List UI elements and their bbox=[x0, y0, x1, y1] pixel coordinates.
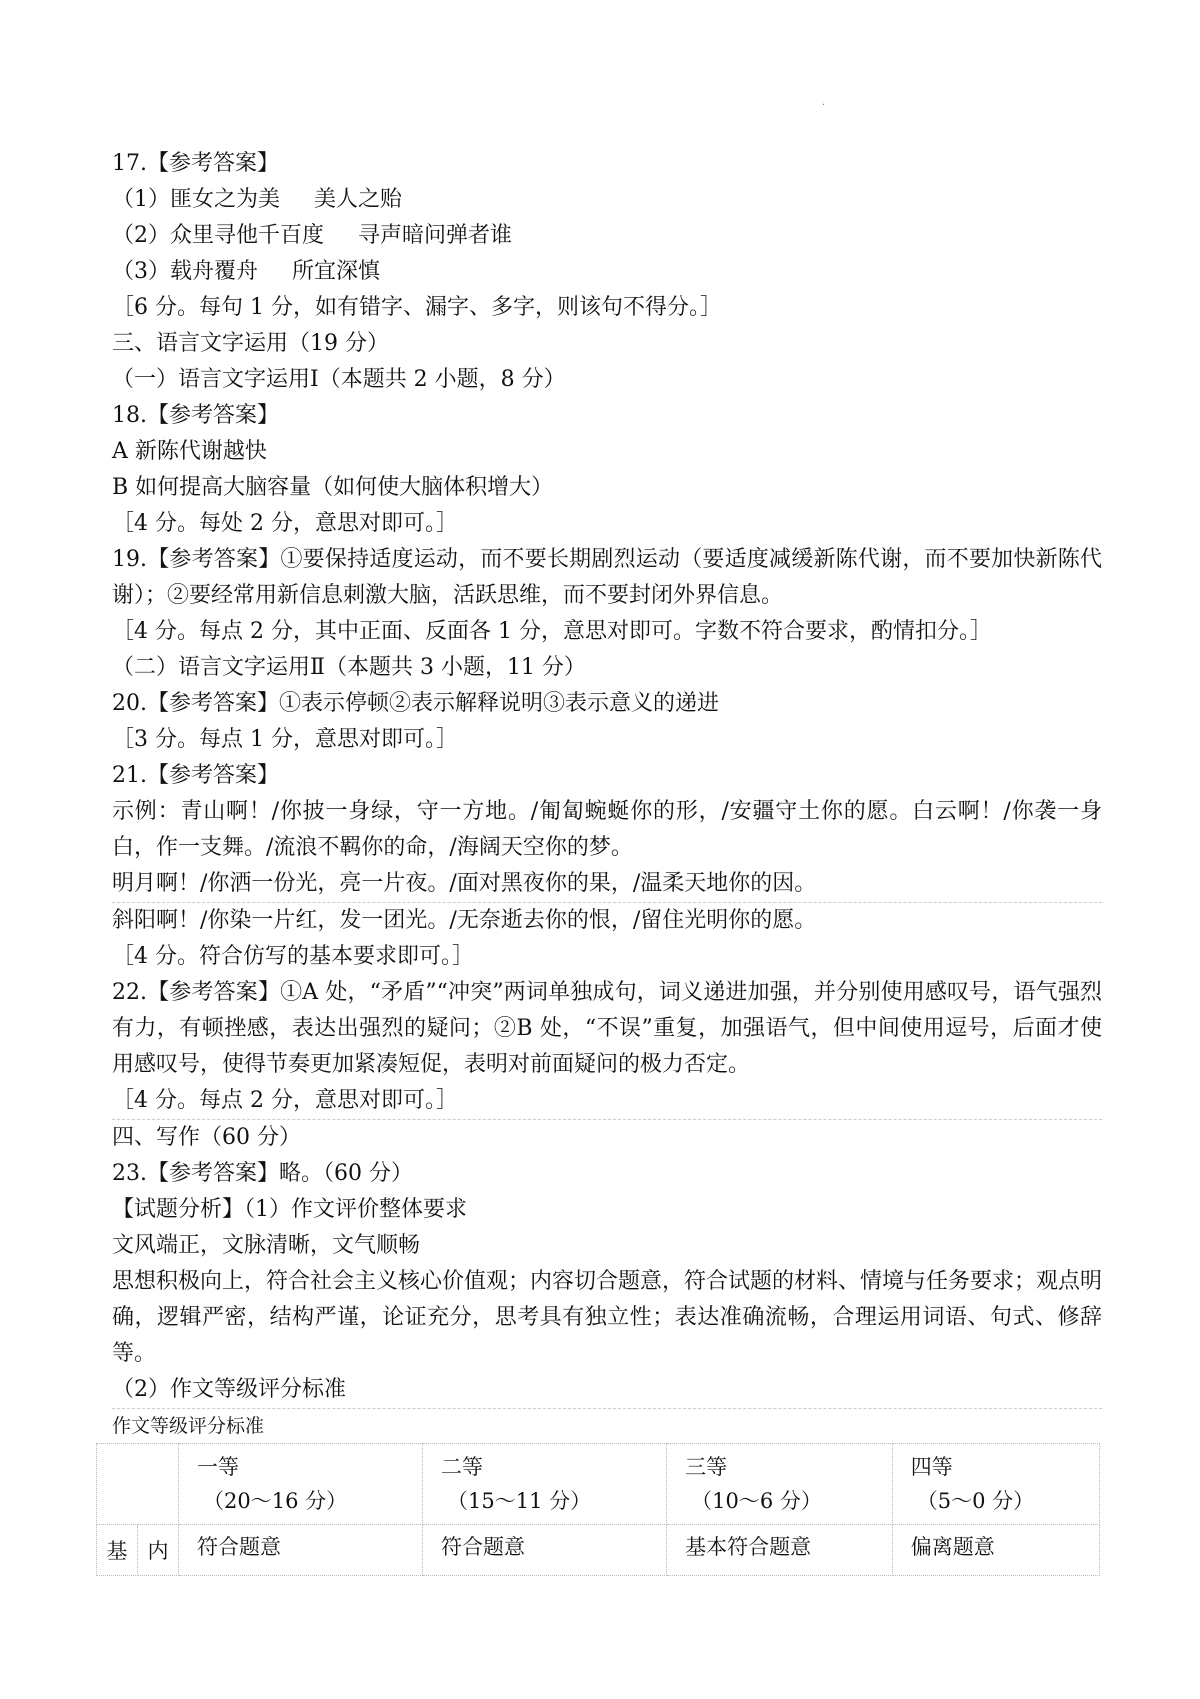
table-header-row bbox=[97, 1444, 1100, 1525]
text-line: B 如何提高大脑容量（如何使大脑体积增大） bbox=[112, 475, 554, 500]
text-line: （一）语言文字运用Ⅰ（本题共 2 小题，8 分） bbox=[112, 367, 566, 392]
table-row bbox=[97, 1525, 1100, 1576]
text-line: 18.【参考答案】 bbox=[112, 403, 279, 428]
text-line: ［4 分。每点 2 分，意思对即可。］ bbox=[112, 1083, 1102, 1120]
text-line: 思想积极向上，符合社会主义核心价值观；内容切合题意，符合试题的材料、情境与任务要求；观点明确，逻辑严密，结构严谨，论证充分，思考具有独立性；表达准确流畅，合理运用词语、句式、修辞等。 bbox=[112, 1269, 1103, 1366]
table-cell: 偏离题意 bbox=[892, 1525, 1099, 1576]
grade-header-2: 二等 （15～11 分） bbox=[423, 1444, 667, 1525]
answer-phrase: （2）众里寻他千百度 bbox=[112, 223, 324, 248]
answer-phrase: 寻声暗问弹者谁 bbox=[358, 223, 513, 248]
table-cell: 符合题意 bbox=[423, 1525, 667, 1576]
answer-phrase: 所宜深慎 bbox=[292, 259, 381, 284]
grade-header-4: 四等 （5～0 分） bbox=[892, 1444, 1099, 1525]
text-line: 四、写作（60 分） bbox=[112, 1125, 301, 1150]
text-line: 【试题分析】（1）作文评价整体要求 bbox=[112, 1197, 467, 1222]
grade-header-1: 一等 （20～16 分） bbox=[179, 1444, 423, 1525]
text-line: 23.【参考答案】略。（60 分） bbox=[112, 1161, 413, 1186]
table-corner-cell bbox=[97, 1444, 179, 1525]
text-line: 21.【参考答案】 bbox=[112, 763, 279, 788]
table-cell: 基本符合题意 bbox=[667, 1525, 893, 1576]
text-line: 17.【参考答案】 bbox=[112, 151, 279, 176]
text-line: 三、语言文字运用（19 分） bbox=[112, 331, 389, 356]
grade-header-3: 三等 （10～6 分） bbox=[667, 1444, 893, 1525]
text-line: A 新陈代谢越快 bbox=[112, 439, 267, 464]
text-line: ［4 分。每点 2 分，其中正面、反面各 1 分，意思对即可。字数不符合要求，酌情扣分。］ bbox=[112, 619, 992, 644]
text-line: 20.【参考答案】①表示停顿②表示解释说明③表示意义的递进 bbox=[112, 691, 719, 716]
table-cell: 符合题意 bbox=[179, 1525, 423, 1576]
text-line: 文风端正，文脉清晰，文气顺畅 bbox=[112, 1233, 421, 1258]
text-line: 19.【参考答案】①要保持适度运动，而不要长期剧烈运动（要适度减缓新陈代谢，而不要加快新陈代谢）；②要经常用新信息刺激大脑，活跃思维，而不要封闭外界信息。 bbox=[112, 547, 1102, 608]
answer-phrase: （3）载舟覆舟 bbox=[112, 259, 258, 284]
text-line bbox=[112, 254, 1102, 290]
row-label-basic: 基 bbox=[97, 1525, 138, 1576]
text-line: 斜阳啊！/你染一片红，发一团光。/无奈逝去你的恨，/留住光明你的愿。 bbox=[112, 908, 817, 933]
text-line: ［4 分。符合仿写的基本要求即可。］ bbox=[112, 944, 474, 969]
text-line: ［6 分。每句 1 分，如有错字、漏字、多字，则该句不得分。］ bbox=[112, 295, 722, 320]
answer-content bbox=[106, 146, 1103, 1576]
answer-phrase: （1）匪女之为美 bbox=[112, 187, 280, 212]
text-line: （二）语言文字运用Ⅱ（本题共 3 小题，11 分） bbox=[112, 655, 586, 680]
text-line: 22.【参考答案】①A 处，“矛盾”“冲突”两词单独成句，词义递进加强，并分别使用感叹号，语气强烈有力，有顿挫感，表达出强烈的疑问；②B 处，“不误”重复，加强语气，但中间使用逗号，后面才使用感叹号，使得节奏更加紧凑短促，表明对前面疑问的极力否定。 bbox=[112, 980, 1102, 1077]
text-line: 明月啊！/你洒一份光，亮一片夜。/面对黑夜你的果，/温柔天地你的因。 bbox=[112, 866, 1102, 903]
row-label-content: 内 bbox=[138, 1525, 179, 1576]
text-line: （2）作文等级评分标准 bbox=[112, 1372, 1102, 1409]
table-title: 作文等级评分标准 bbox=[112, 1415, 265, 1437]
text-line bbox=[112, 182, 1102, 218]
answer-phrase: 美人之贻 bbox=[314, 187, 403, 212]
grading-table bbox=[96, 1443, 1100, 1576]
text-line: 示例：青山啊！/你披一身绿，守一方地。/匍匐蜿蜒你的形，/安疆守土你的愿。白云啊！/你袭一身白，作一支舞。/流浪不羁你的命，/海阔天空你的梦。 bbox=[112, 799, 1102, 860]
text-line: ［3 分。每点 1 分，意思对即可。］ bbox=[112, 727, 458, 752]
answer-lines bbox=[112, 146, 1102, 1409]
text-line bbox=[112, 218, 1102, 254]
text-line: ［4 分。每处 2 分，意思对即可。］ bbox=[112, 511, 458, 536]
scan-dot: · bbox=[822, 100, 826, 111]
